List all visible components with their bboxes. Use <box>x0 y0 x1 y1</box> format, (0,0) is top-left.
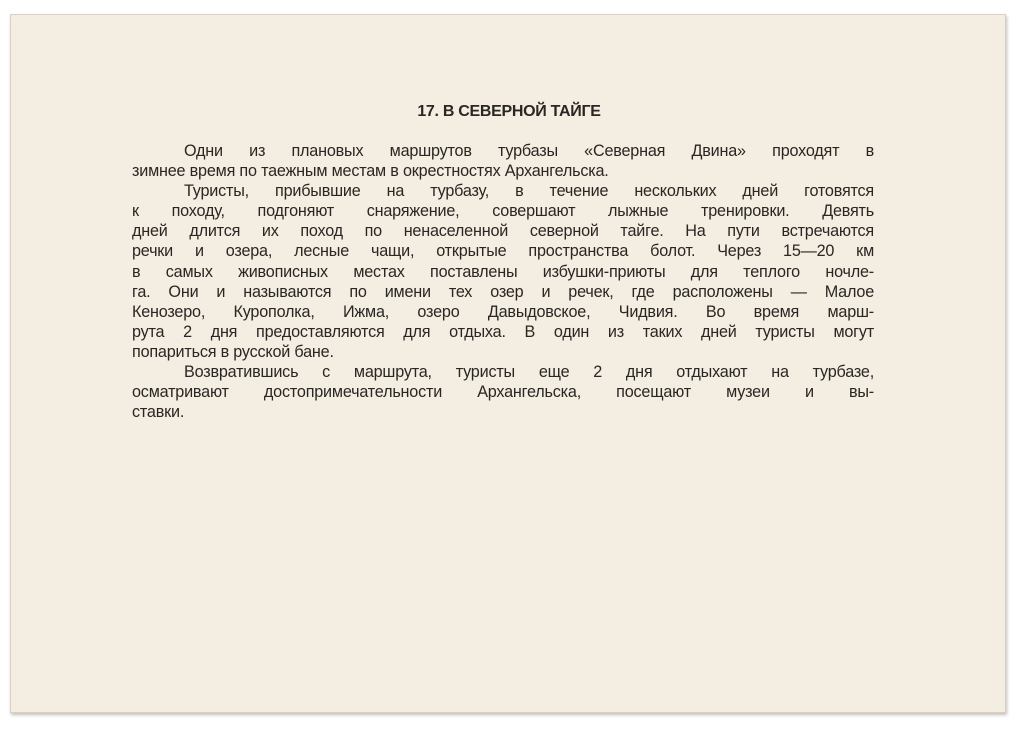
text-line: Туристы, прибывшие на турбазу, в течение нескольких дней готовятся <box>184 182 874 201</box>
postcard-back <box>10 14 1006 713</box>
text-line: дней длится их поход по ненаселенной северной тайге. На пути встречаются <box>132 222 874 241</box>
text-line: зимнее время по таежным местам в окрестностях Архангельска. <box>132 162 609 181</box>
text-line: в самых живописных местах поставлены избушки-приюты для теплого ночле- <box>132 262 874 281</box>
page-title: 17. В СЕВЕРНОЙ ТАЙГЕ <box>417 103 601 120</box>
text-line: ставки. <box>132 403 185 422</box>
text-line: га. Они и называются по имени тех озер и речек, где расположены — Малое <box>132 282 874 301</box>
body-text <box>132 141 874 422</box>
text-line: к походу, подгоняют снаряжение, совершают лыжные тренировки. Девять <box>132 202 874 221</box>
text-line: осматривают достопримечательности Архангельска, посещают музеи и вы- <box>132 383 874 402</box>
text-line: рута 2 дня предоставляются для отдыха. В один из таких дней туристы могут <box>132 322 874 341</box>
text-line: речки и озера, лесные чащи, открытые пространства болот. Через 15—20 км <box>132 242 874 261</box>
text-line: Одни из плановых маршрутов турбазы «Северная Двина» проходят в <box>184 142 874 160</box>
text-line: Возвратившись с маршрута, туристы еще 2 дня отдыхают на турбазе, <box>184 363 874 382</box>
text-line: попариться в русской бане. <box>132 342 334 361</box>
text-line: Кенозеро, Курополка, Ижма, озеро Давыдовское, Чидвия. Во время марш- <box>132 302 874 321</box>
